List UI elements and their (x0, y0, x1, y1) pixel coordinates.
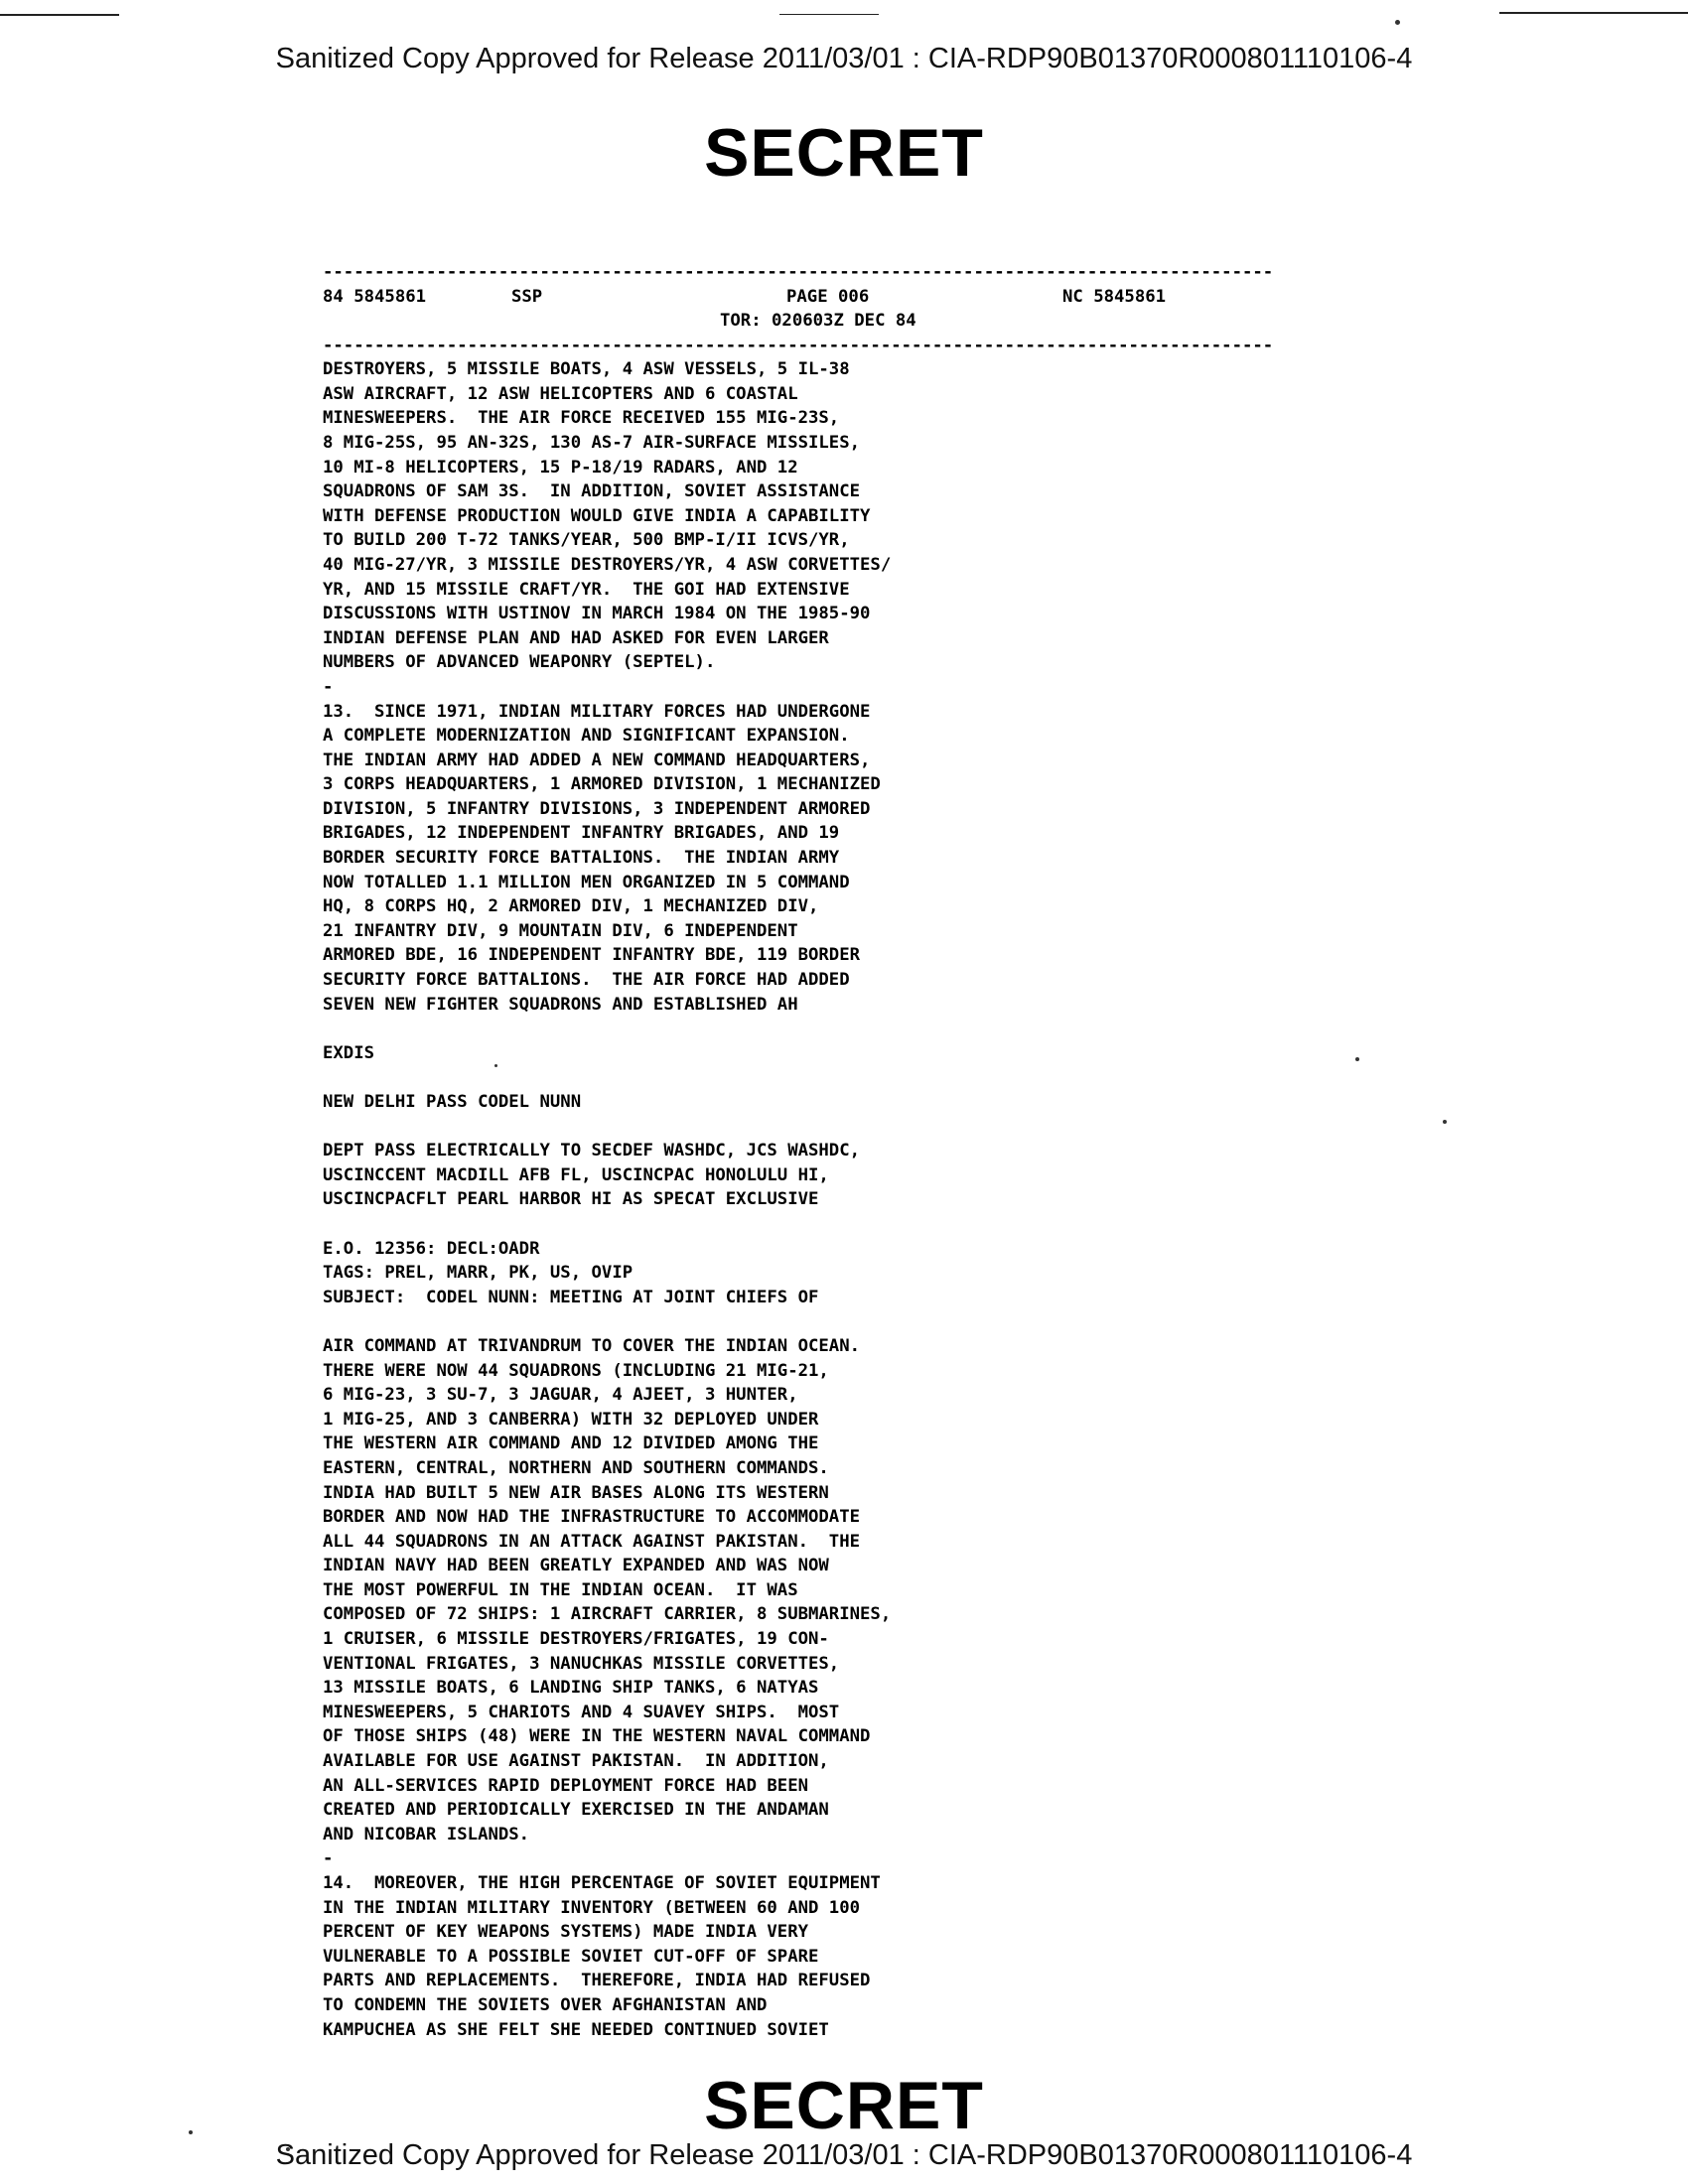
classification-marking-bottom: SECRET (704, 2068, 984, 2143)
scan-artifact-line (0, 14, 119, 16)
classification-marking-top: SECRET (704, 115, 984, 191)
channel-code: SSP (511, 286, 543, 307)
cable-body: DESTROYERS, 5 MISSILE BOATS, 4 ASW VESSELS, 5 IL-38 ASW AIRCRAFT, 12 ASW HELICOPTERS AND 6 COASTAL MINESWEEPERS. THE AIR FORCE RECEIVED 155 MIG-23S, 8 MIG-25S, 95 AN-32S, 130 AS-7 AIR-SURFACE MISSILES, 10 MI-8 HELICOPTERS, 15 P-18/19 RADARS, AND 12 SQUADRONS OF SAM 3S. IN ADDITION, SOVIET ASSISTANCE WITH DEFENSE PRODUCTION WOULD GIVE INDIA A CAPABILITY TO BUILD 200 T-72 TANKS/YEAR, 500 BMP-I/II ICVS/YR, 40 MIG-27/YR, 3 MISSILE DESTROYERS/YR, 4 ASW CORVETTES/ YR, AND 15 MISSILE CRAFT/YR. THE GOI HAD EXTENSIVE DISCUSSIONS WITH USTINOV IN MARCH 1984 ON THE 1985-90 INDIAN DEFENSE PLAN AND HAD ASKED FOR EVEN LARGER NUMBERS OF ADVANCED WEAPONRY (SEPTEL). - 13. SINCE 1971, INDIAN MILITARY FORCES HAD UNDERGONE A COMPLETE MODERNIZATION AND SIGNIFICANT EXPANSION. THE INDIAN ARMY HAD ADDED A NEW COMMAND HEADQUARTERS, 3 CORPS HEADQUARTERS, 1 ARMORED DIVISION, 1 MECHANIZED DIVISION, 5 INFANTRY DIVISIONS, 3 INDEPENDENT ARMORED BRIGADES, 12 INDEPENDENT INFANTRY BRIGADES, AND 19 BORDER SECURITY FORCE BATTALIONS. THE INDIAN ARMY NOW TOTALLED 1.1 MILLION MEN ORGANIZED IN 5 COMMAND HQ, 8 CORPS HQ, 2 ARMORED DIV, 1 MECHANIZED DIV, 21 INFANTRY DIV, 9 MOUNTAIN DIV, 6 INDEPENDENT ARMORED BDE, 16 INDEPENDENT INFANTRY BDE, 119 BORDER SECURITY FORCE BATTALIONS. THE AIR FORCE HAD ADDED SEVEN NEW FIGHTER SQUADRONS AND ESTABLISHED AH EXDIS NEW DELHI PASS CODEL NUNN DEPT PASS ELECTRICALLY TO SECDEF WASHDC, JCS WASHDC, USCINCCENT MACDILL AFB FL, USCINCPAC HONOLULU HI, USCINCPACFLT PEARL HARBOR HI AS SPECAT EXCLUSIVE E.O. 12356: DECL:OADR TAGS: PREL, MARR, PK, US, OVIP SUBJECT: CODEL NUNN: MEETING AT JOINT CHIEFS OF AIR COMMAND AT TRIVANDRUM TO COVER THE INDIAN OCEAN. THERE WERE NOW 44 SQUADRONS (INCLUDING 21 MIG-21, 6 MIG-23, 3 SU-7, 3 JAGUAR, 4 AJEET, 3 HUNTER, 1 MIG-25, AND 3 CANBERRA) WITH 32 DEPLOYED UNDER THE WESTERN AIR COMMAND AND 12 DIVIDED AMONG THE EASTERN, CENTRAL, NORTHERN AND SOUTHERN COMMANDS. INDIA HAD BUILT 5 NEW AIR BASES ALONG ITS WESTERN BORDER AND NOW HAD THE INFRASTRUCTURE TO ACCOMMODATE ALL 44 SQUADRONS IN AN ATTACK AGAINST PAKISTAN. THE INDIAN NAVY HAD BEEN GREATLY EXPANDED AND WAS NOW THE MOST POWERFUL IN THE INDIAN OCEAN. IT WAS COMPOSED OF 72 SHIPS: 1 AIRCRAFT CARRIER, 8 SUBMARINES, 1 CRUISER, 6 MISSILE DESTROYERS/FRIGATES, 19 CON- VENTIONAL FRIGATES, 3 NANUCHKAS MISSILE CORVETTES, 13 MISSILE BOATS, 6 LANDING SHIP TANKS, 6 NATYAS MINESWEEPERS, 5 CHARIOTS AND 4 SUAVEY SHIPS. MOST OF THOSE SHIPS (48) WERE IN THE WESTERN NAVAL COMMAND AVAILABLE FOR USE AGAINST PAKISTAN. IN ADDITION, AN ALL-SERVICES RAPID DEPLOYMENT FORCE HAD BEEN CREATED AND PERIODICALLY EXERCISED IN THE ANDAMAN AND NICOBAR ISLANDS. - 14. MOREOVER, THE HIGH PERCENTAGE OF SOVIET EQUIPMENT IN THE INDIAN MILITARY INVENTORY (BETWEEN 60 AND 100 PERCENT OF KEY WEAPONS SYSTEMS) MADE INDIA VERY VULNERABLE TO A POSSIBLE SOVIET CUT-OFF OF SPARE PARTS AND REPLACEMENTS. THEREFORE, INDIA HAD REFUSED TO CONDEMN THE SOVIETS OVER AFGHANISTAN AND KAMPUCHEA AS SHE FELT SHE NEEDED CONTINUED SOVIET (323, 359, 892, 2040)
document-number: 84 5845861 (323, 286, 427, 307)
scan-artifact-line (779, 14, 879, 15)
scan-artifact-line (1499, 12, 1688, 14)
cable-text (323, 260, 1345, 2042)
tor-timestamp: TOR: 020603Z DEC 84 (720, 310, 916, 331)
scan-artifact-dot (1355, 1057, 1359, 1061)
separator-rule: -------------------------------------------------------------------------------------------- (323, 335, 1274, 355)
scan-artifact-dot (1443, 1120, 1447, 1124)
nc-number: NC 5845861 (1062, 286, 1167, 307)
release-header: Sanitized Copy Approved for Release 2011/03/01 : CIA-RDP90B01370R000801110106-4 (275, 43, 1413, 74)
release-footer: Sanitized Copy Approved for Release 2011/03/01 : CIA-RDP90B01370R000801110106-4 (275, 2139, 1413, 2171)
scan-artifact-dot (1395, 20, 1400, 25)
separator-rule: -------------------------------------------------------------------------------------------- (323, 262, 1274, 282)
page-number: PAGE 006 (786, 286, 870, 307)
cable-header (323, 285, 1345, 334)
